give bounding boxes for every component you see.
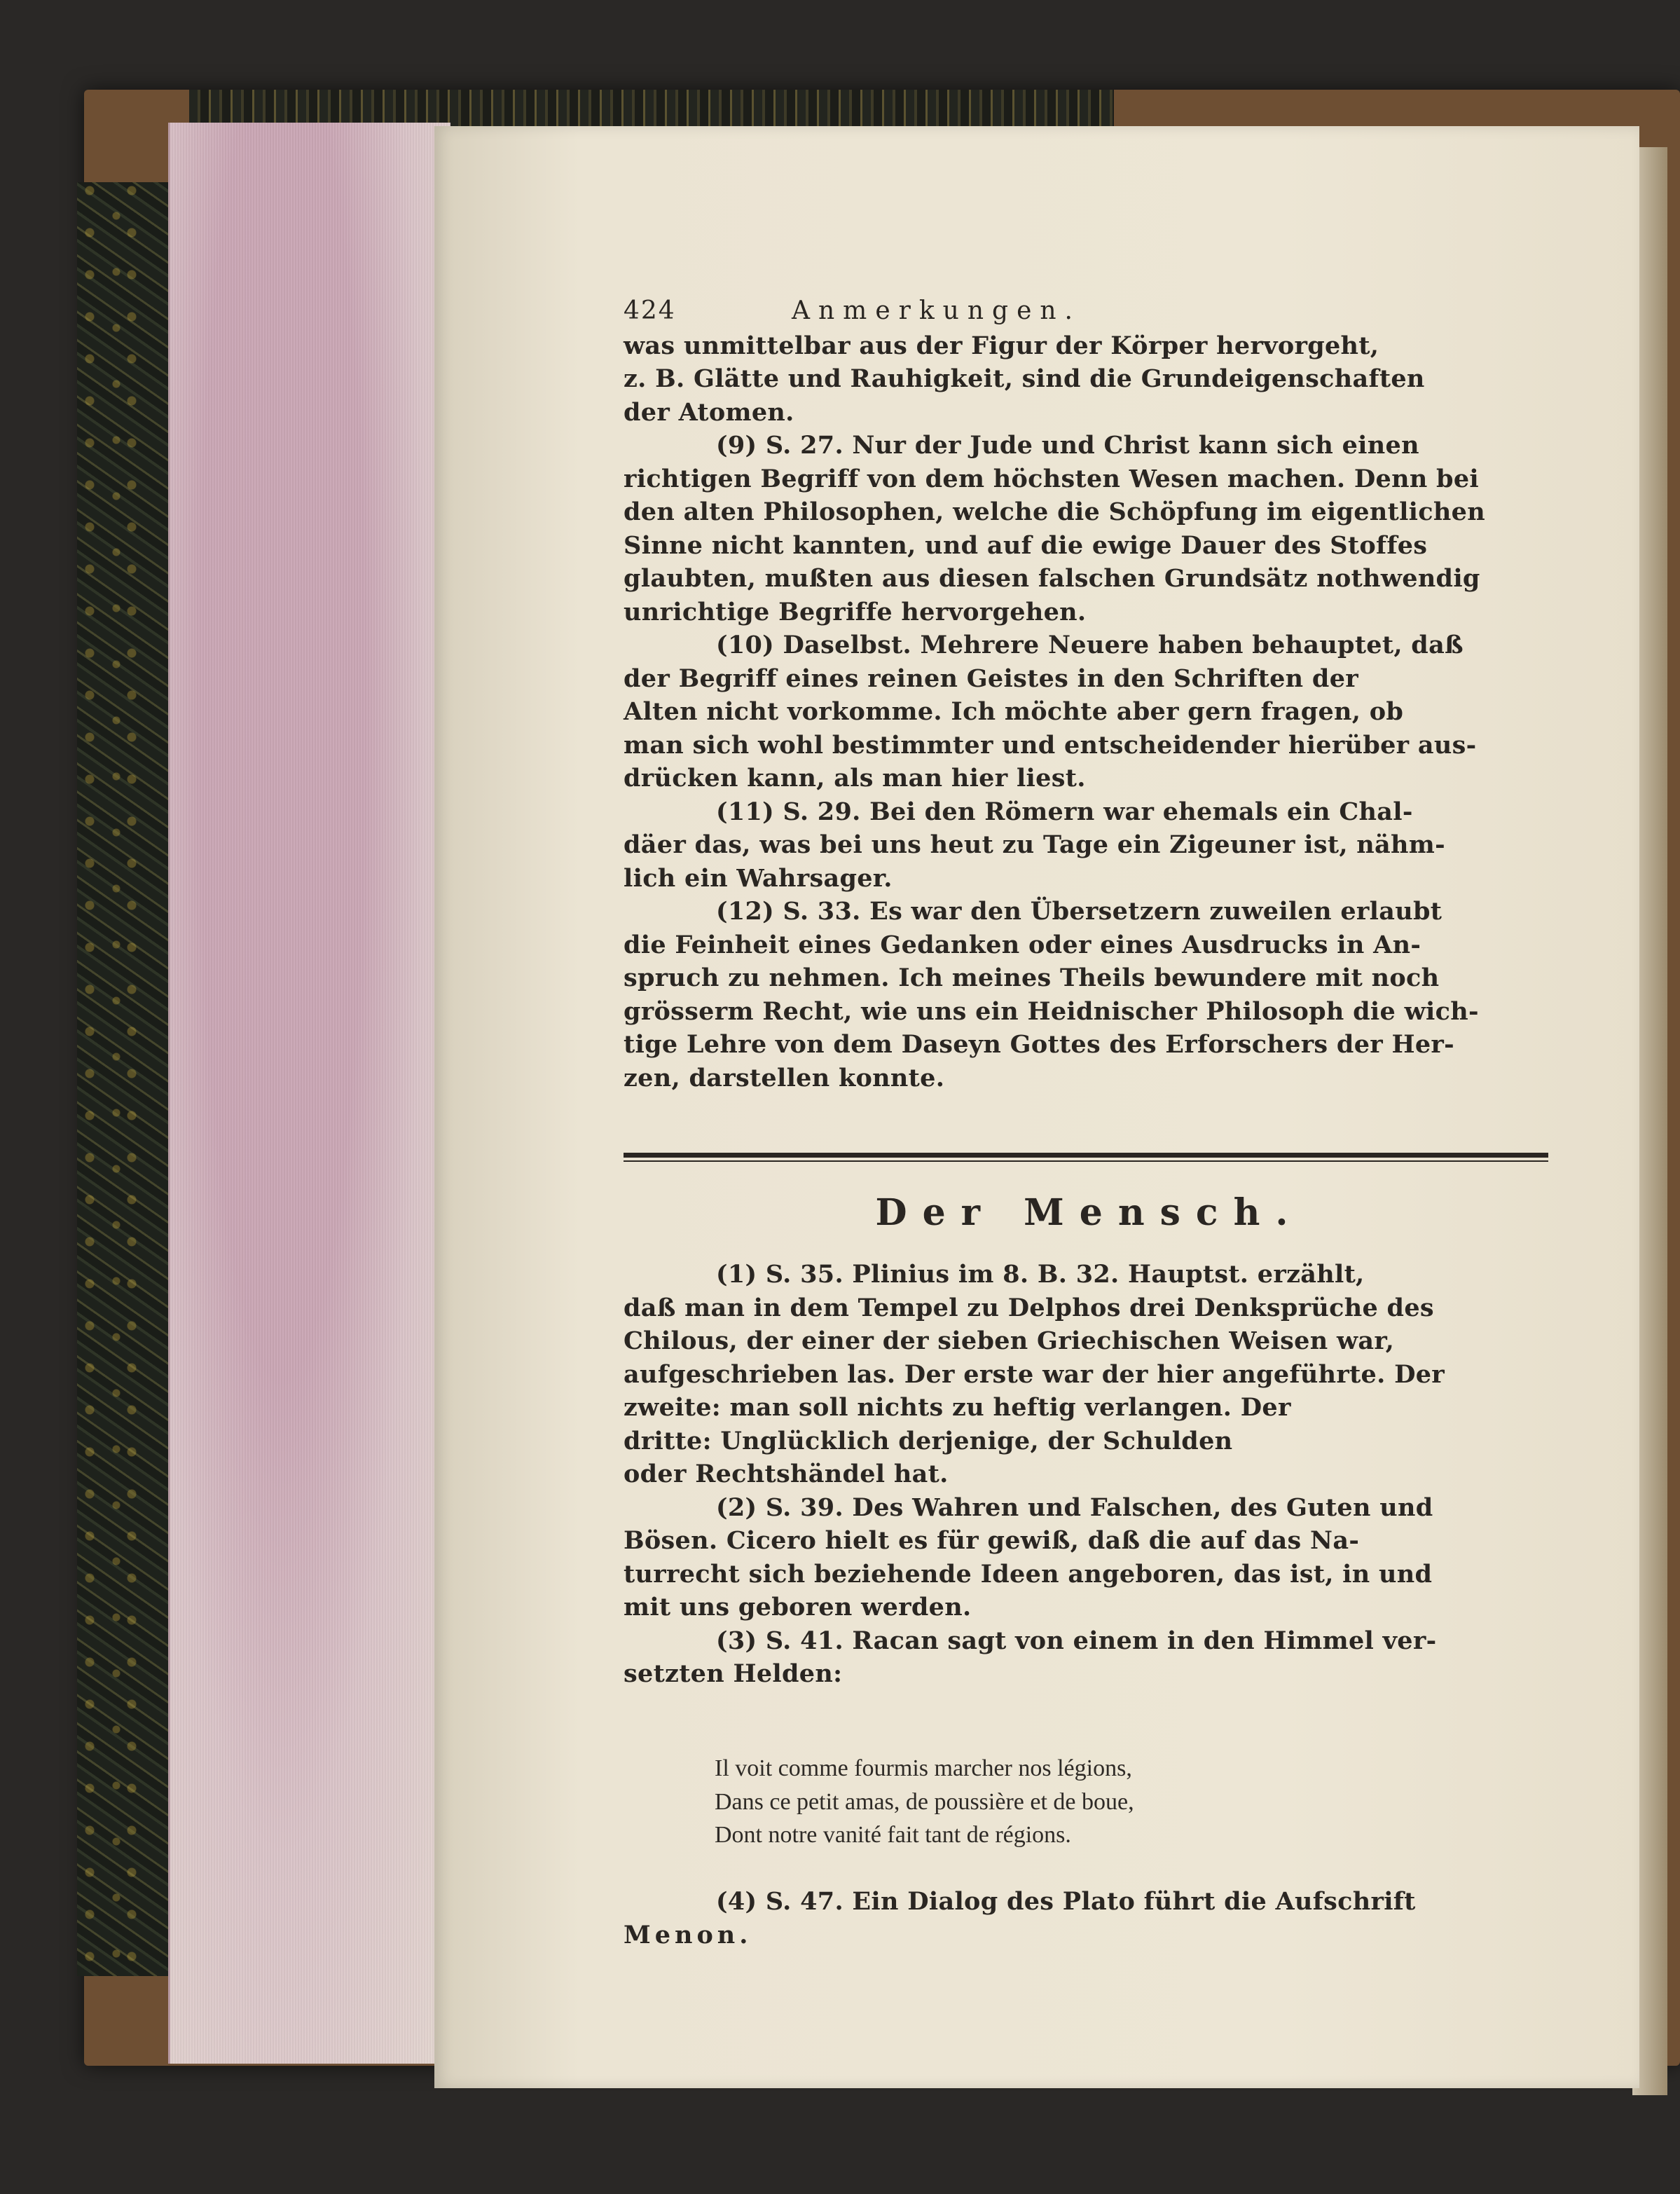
text-line: zen, darstellen konnte.	[624, 1063, 945, 1092]
text-line: (12) S. 33. Es war den Übersetzern zuweilen erlaubt	[716, 897, 1443, 926]
text-line: (1) S. 35. Plinius im 8. B. 32. Hauptst. erzählt,	[716, 1260, 1365, 1289]
text-line: tige Lehre von dem Daseyn Gottes des Erforschers der Her-	[624, 1030, 1454, 1059]
verse-line: Il voit comme fourmis marcher nos légions,	[715, 1755, 1132, 1781]
text-line: Bösen. Cicero hielt es für gewiß, daß die auf das Na-	[624, 1526, 1360, 1555]
section-title: Der Mensch.	[875, 1191, 1304, 1234]
text-line: Menon.	[624, 1920, 752, 1949]
text-line: (9) S. 27. Nur der Jude und Christ kann sich einen	[716, 431, 1419, 460]
text-line: unrichtige Begriffe hervorgehen.	[624, 597, 1087, 626]
text-line: (3) S. 41. Racan sagt von einem in den Himmel ver-	[716, 1626, 1437, 1655]
text-line: den alten Philosophen, welche die Schöpfung im eigentlichen	[624, 498, 1485, 526]
text-line: der Begriff eines reinen Geistes in den Schriften der	[624, 664, 1358, 693]
french-verse-quote	[715, 1752, 1485, 1852]
text-line: daß man in dem Tempel zu Delphos drei Denksprüche des	[624, 1293, 1434, 1322]
verse-line: Dont notre vanité fait tant de régions.	[715, 1822, 1071, 1848]
text-line: die Feinheit eines Gedanken oder eines Ausdrucks in An-	[624, 930, 1421, 959]
text-line: (4) S. 47. Ein Dialog des Plato führt die Aufschrift	[716, 1887, 1416, 1916]
text-line: der Atomen.	[624, 397, 794, 427]
text-line: spruch zu nehmen. Ich meines Theils bewundere mit noch	[624, 964, 1440, 992]
section-divider	[624, 1153, 1548, 1162]
text-line: man sich wohl bestimmter und entscheidender hierüber aus-	[624, 730, 1477, 760]
text-line: turrecht sich beziehende Ideen angeboren, das ist, in und	[624, 1559, 1433, 1589]
marbled-cover-board	[77, 182, 182, 1976]
text-line: mit uns geboren werden.	[624, 1593, 972, 1621]
header-title: Anmerkungen.	[792, 296, 1081, 325]
divider-thin-rule	[624, 1160, 1548, 1162]
text-line: oder Rechtshändel hat.	[624, 1460, 949, 1488]
text-line: lich ein Wahrsager.	[624, 863, 893, 893]
text-line: was unmittelbar aus der Figur der Körper hervorgeht,	[624, 331, 1379, 360]
text-line: däer das, was bei uns heut zu Tage ein Zigeuner ist, nähm-	[624, 830, 1445, 859]
running-header	[624, 294, 1555, 328]
text-line: setzten Helden:	[624, 1659, 843, 1688]
divider-thick-rule	[624, 1153, 1548, 1158]
text-line: richtigen Begriff von dem höchsten Wesen machen. Denn bei	[624, 464, 1479, 493]
text-line: dritte: Unglücklich derjenige, der Schulden	[624, 1426, 1233, 1455]
verse-line: Dans ce petit amas, de poussière et de boue,	[715, 1788, 1134, 1815]
page-edges	[168, 123, 450, 2064]
notes-section-block	[624, 1258, 1555, 1691]
text-line: zweite: man soll nichts zu heftig verlangen. Der	[624, 1393, 1291, 1422]
notes-top-block	[624, 294, 1555, 1095]
text-line: glaubten, mußten aus diesen falschen Grundsätz nothwendig	[624, 564, 1480, 593]
text-line: drücken kann, als man hier liest.	[624, 764, 1086, 793]
text-line: (2) S. 39. Des Wahren und Falschen, des Guten und	[716, 1493, 1433, 1522]
text-line: z. B. Glätte und Rauhigkeit, sind die Grundeigenschaften	[624, 364, 1425, 393]
text-line: Alten nicht vorkomme. Ich möchte aber gern fragen, ob	[624, 697, 1404, 726]
notes-bottom-block	[624, 1885, 1555, 1952]
text-line: Sinne nicht kannten, und auf die ewige Dauer des Stoffes	[624, 530, 1428, 560]
text-line: aufgeschrieben las. Der erste war der hier angeführte. Der	[624, 1359, 1445, 1389]
text-line: (10) Daselbst. Mehrere Neuere haben behauptet, daß	[716, 631, 1464, 659]
text-line: Chilous, der einer der sieben Griechischen Weisen war,	[624, 1326, 1395, 1355]
text-line: grösserm Recht, wie uns ein Heidnischer Philosoph die wich-	[624, 996, 1479, 1026]
page-number: 424	[624, 296, 676, 325]
text-line: (11) S. 29. Bei den Römern war ehemals ein Chal-	[716, 797, 1413, 826]
